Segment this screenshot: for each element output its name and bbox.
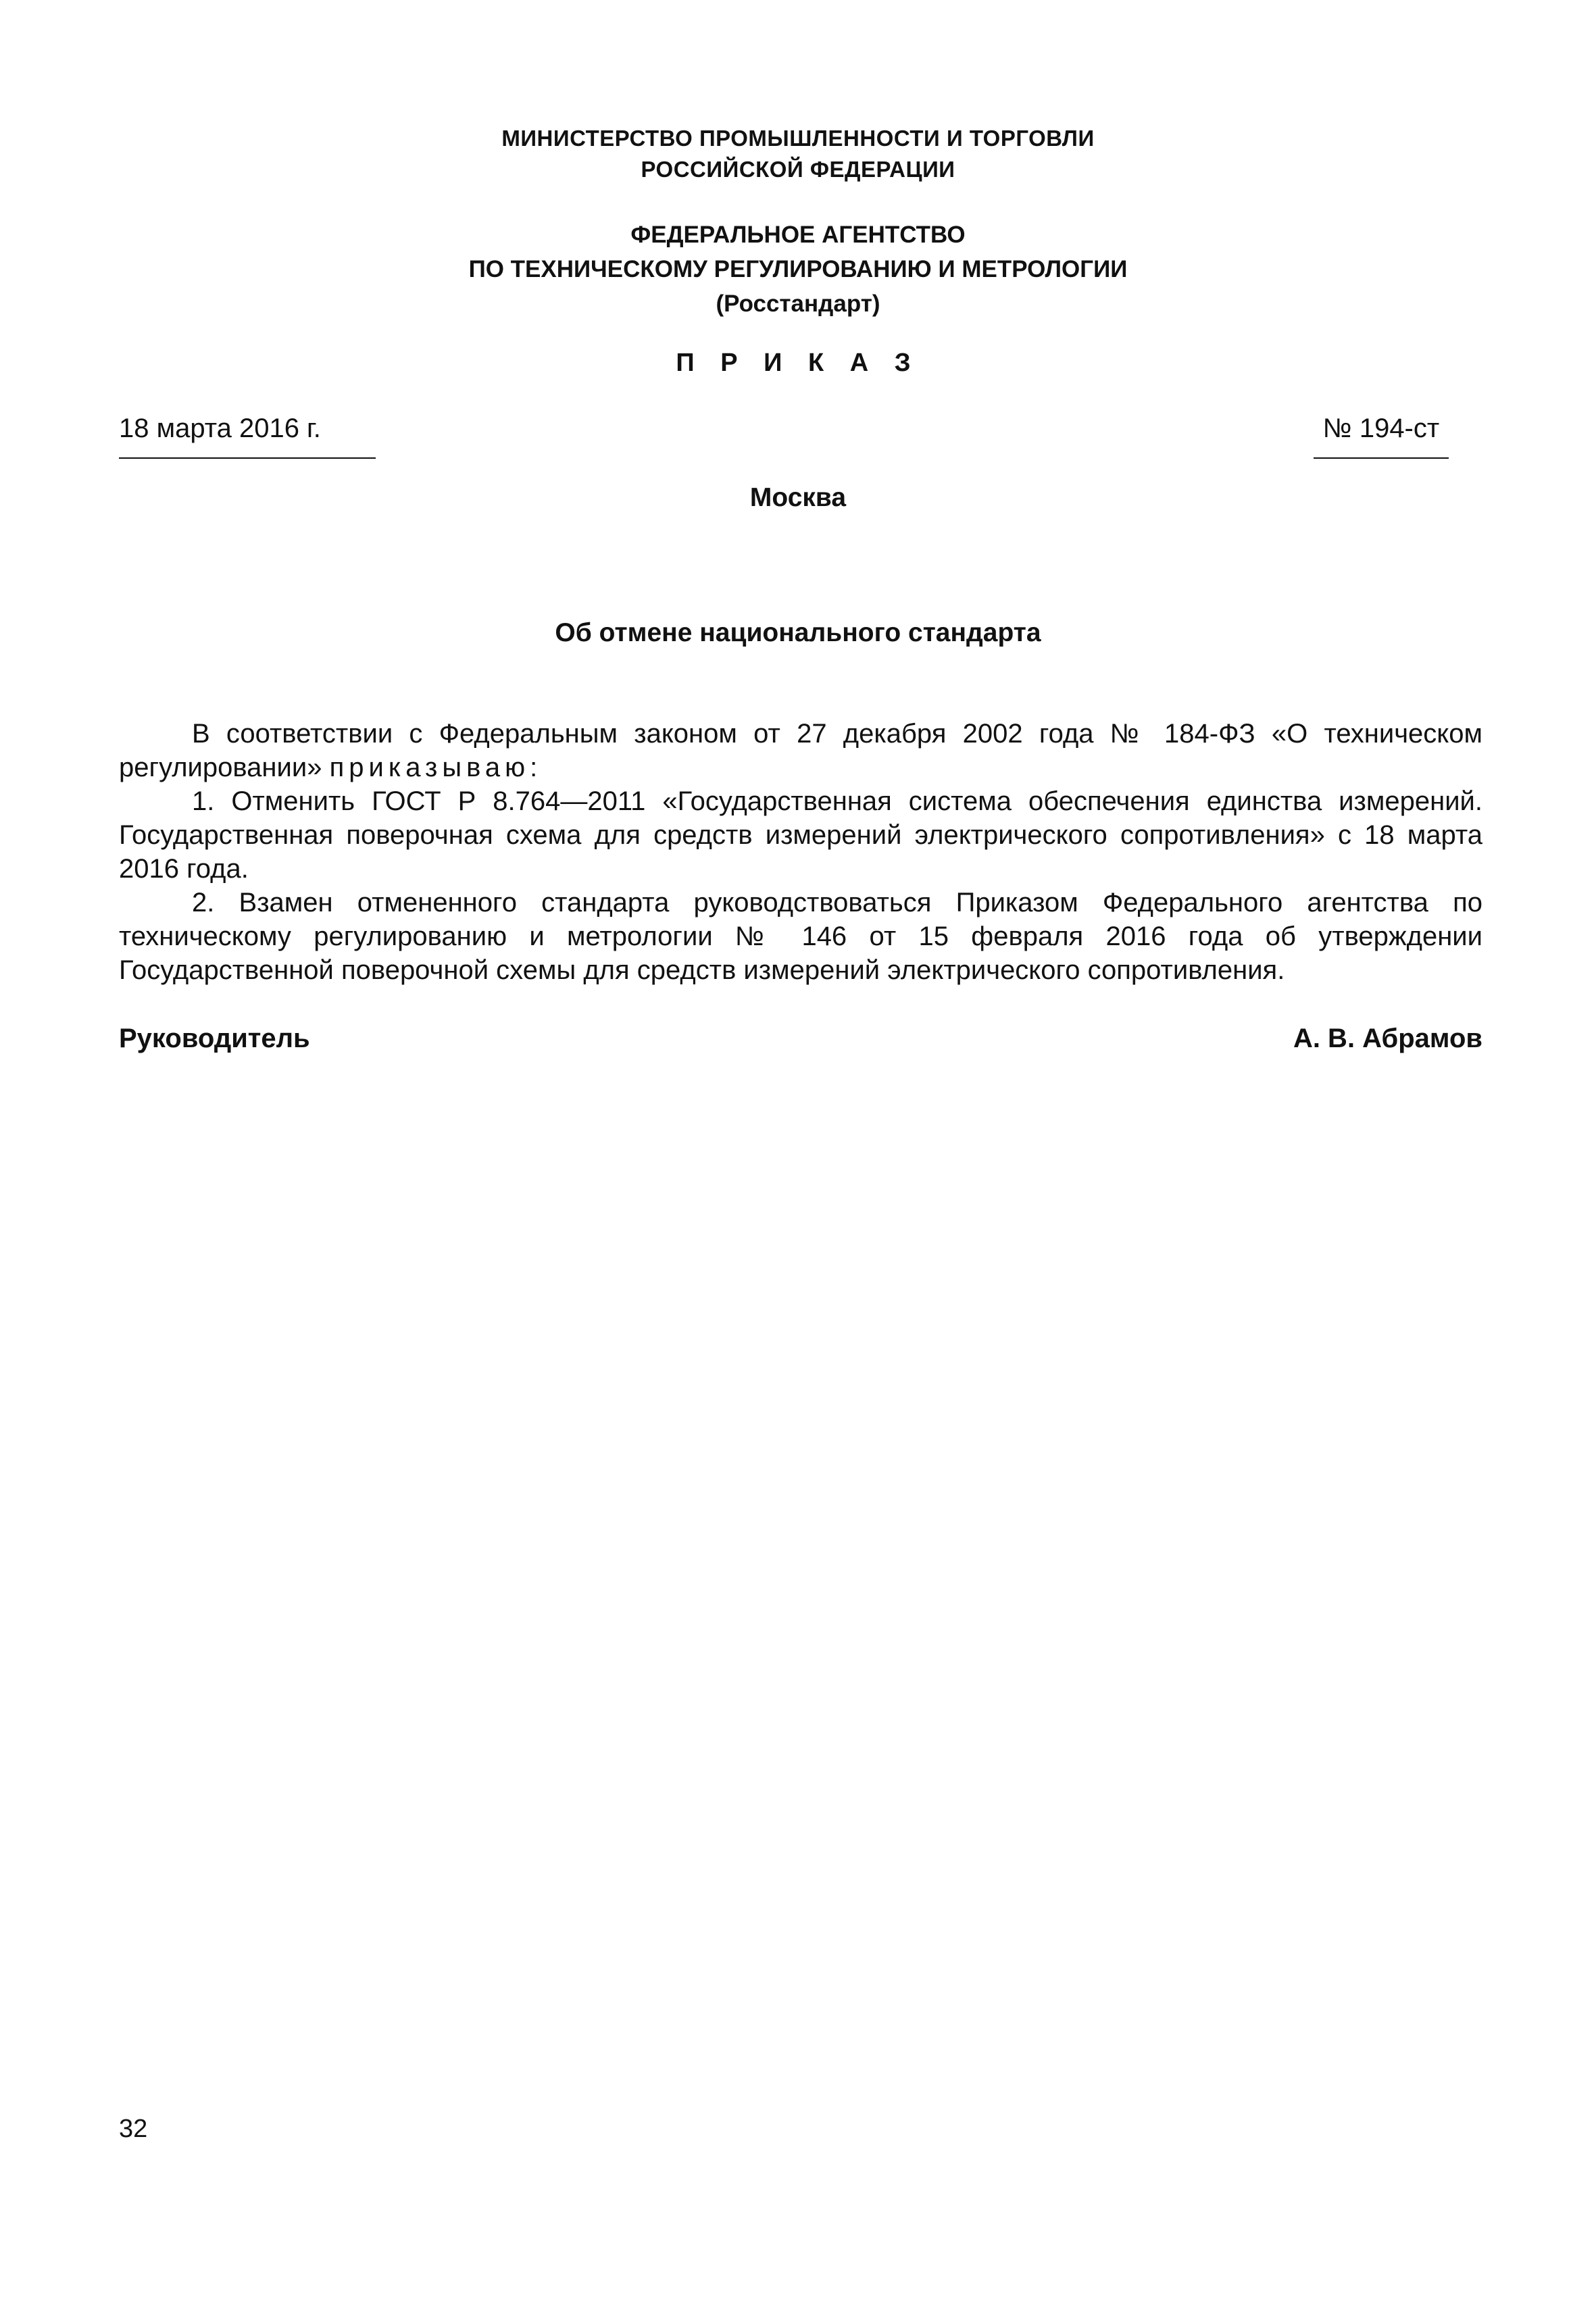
document-number: № 194-ст — [1314, 413, 1449, 459]
document-type: П Р И К А З — [676, 349, 920, 377]
preamble-paragraph — [119, 717, 1482, 784]
agency-short-name: (Росстандарт) — [716, 291, 880, 317]
document-body — [119, 717, 1482, 987]
page-number: 32 — [119, 2115, 148, 2143]
ministry-line-2: РОССИЙСКОЙ ФЕДЕРАЦИИ — [641, 157, 955, 182]
agency-line-2: ПО ТЕХНИЧЕСКОМУ РЕГУЛИРОВАНИЮ И МЕТРОЛОГИИ — [468, 256, 1128, 282]
preamble-action: приказываю: — [329, 753, 543, 782]
document-title: Об отмене национального стандарта — [555, 618, 1041, 647]
item-1-paragraph: 1. Отменить ГОСТ Р 8.764—2011 «Государственная система обеспечения единства измерений. Государственная поверочная схема для средств измерений электрического сопротивления» с 18 марта 2016 года. — [119, 786, 1482, 884]
signature-name: А. В. Абрамов — [1293, 1024, 1482, 1053]
signature-role: Руководитель — [119, 1024, 310, 1053]
item-2-paragraph: 2. Взамен отмененного стандарта руководствоваться Приказом Федерального агентства по техническому регулированию и метрологии № 146 от 15 февраля 2016 года об утверждении Государственной поверочной схемы для средств измерений электрического сопротивления. — [119, 888, 1482, 985]
agency-line-1: ФЕДЕРАЛЬНОЕ АГЕНТСТВО — [630, 222, 966, 248]
document-city: Москва — [749, 483, 847, 512]
ministry-line-1: МИНИСТЕРСТВО ПРОМЫШЛЕННОСТИ И ТОРГОВЛИ — [501, 126, 1095, 151]
document-date: 18 марта 2016 г. — [119, 413, 376, 459]
preamble-text: В соответствии с Федеральным законом от 27 декабря 2002 года № 184-ФЗ «О техническом регулировании» — [119, 719, 1482, 782]
